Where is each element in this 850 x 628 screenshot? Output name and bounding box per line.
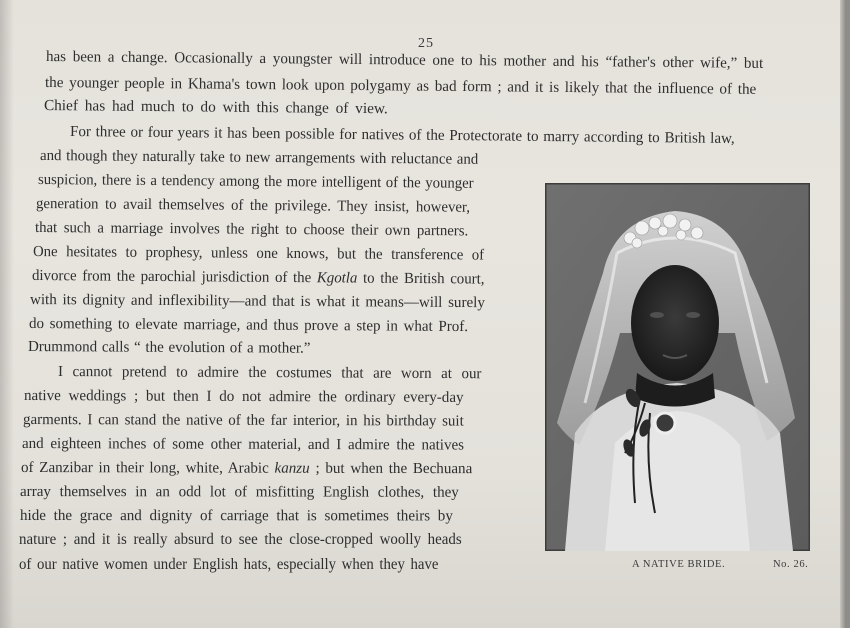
- text-segment: of Zanzibar in their long, white, Arabic: [20, 459, 275, 477]
- figure-number: No. 26.: [773, 559, 809, 570]
- text-segment: ; but when the Bechuana: [309, 459, 473, 478]
- page-edge: [840, 0, 846, 628]
- text-line: with its dignity and inflexibility—and that is what it means—will surely: [29, 291, 485, 312]
- text-line: garments. I can stand the native of the far interior, in his birthday suit: [22, 411, 464, 430]
- text-line: Drummond calls “ the evolution of a mother.”: [27, 338, 311, 357]
- text-line: suspicion, there is a tendency among the more intelligent of the younger: [37, 171, 474, 192]
- figure-caption: A NATIVE BRIDE.: [632, 559, 726, 570]
- text-line: [21, 459, 472, 478]
- text-line: Chief has had much to do with this change of view.: [43, 97, 388, 118]
- text-line: hide the grace and dignity of carriage that is sometimes theirs by: [19, 507, 453, 525]
- text-line: native weddings ; but then I do not admire the ordinary every-day: [23, 387, 464, 406]
- text-line: and though they naturally take to new arrangements with reluctance and: [39, 147, 479, 168]
- text-line: nature ; and it is really absurd to see the close-cropped woolly heads: [19, 531, 462, 548]
- italic-term-kanzu: kanzu: [274, 459, 310, 477]
- text-segment: to the British court,: [357, 269, 485, 288]
- page-fold-shadow: [0, 0, 14, 628]
- text-line: array themselves in an odd lot of misfitting English clothes, they: [19, 483, 459, 501]
- text-line: I cannot pretend to admire the costumes that are worn at our: [57, 363, 482, 383]
- text-line: that such a marriage involves the right to choose their own partners.: [34, 219, 469, 240]
- text-line: the younger people in Khama's town look upon polygamy as bad form ; and it is likely that the influence of the: [44, 74, 757, 98]
- bride-photograph: [545, 183, 810, 551]
- text-line: has been a change. Occasionally a youngster will introduce one to his mother and his “father's other wife,” but: [45, 48, 764, 72]
- page-number: 25: [418, 36, 434, 51]
- text-line: of our native women under English hats, especially when they have: [19, 556, 439, 573]
- text-segment: divorce from the parochial jurisdiction of the: [31, 267, 317, 287]
- text-line: For three or four years it has been possible for natives of the Protectorate to marry according to British law,: [69, 123, 735, 147]
- text-line: and eighteen inches of some other material, and I admire the natives: [21, 435, 465, 454]
- text-line: One hesitates to prophesy, unless one knows, but the transference of: [32, 243, 485, 264]
- text-line: do something to elevate marriage, and thus prove a step in what Prof.: [28, 315, 469, 336]
- text-line: generation to avail themselves of the privilege. They insist, however,: [35, 195, 471, 216]
- italic-term-kgotla: Kgotla: [316, 269, 358, 287]
- bride-photo-illustration: [545, 183, 810, 551]
- text-line: [32, 267, 485, 289]
